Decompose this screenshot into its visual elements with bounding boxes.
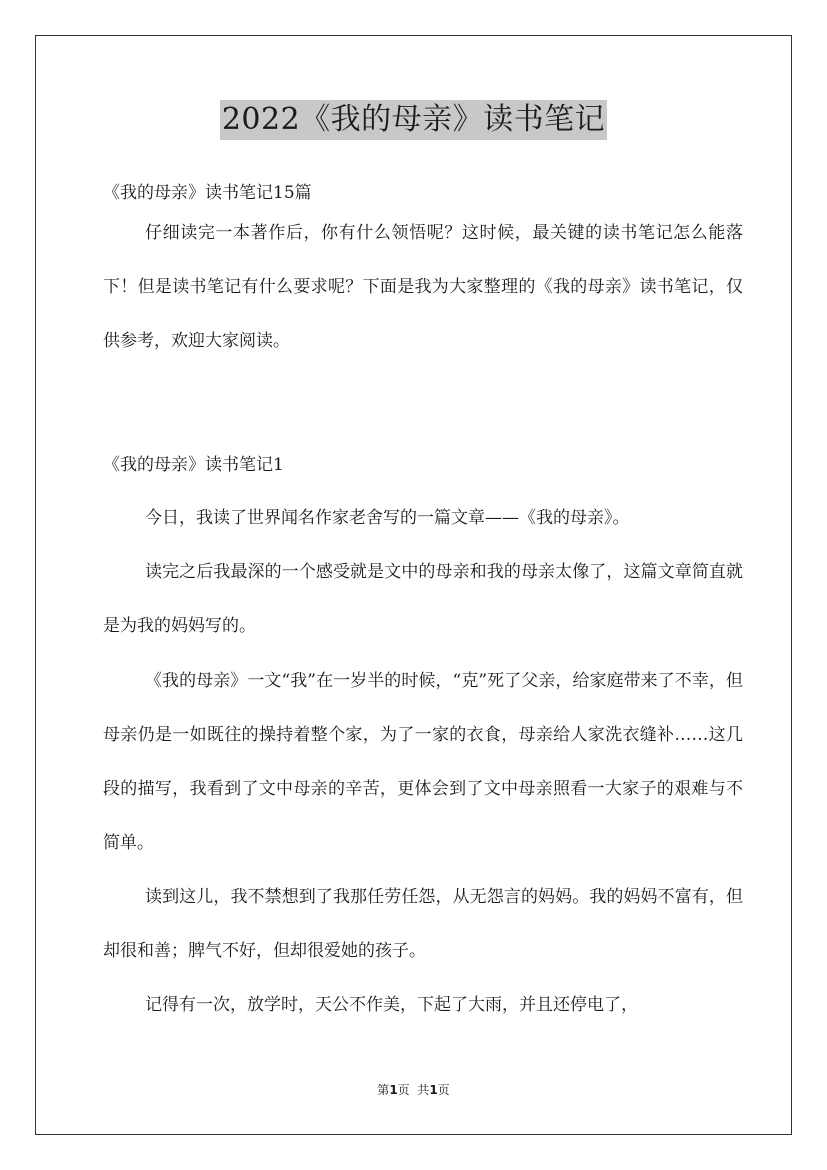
body-paragraph-4: 读到这儿，我不禁想到了我那任劳任怨，从无怨言的妈妈。我的妈妈不富有，但却很和善；脾气不好，但却很爱她的孩子。: [103, 887, 743, 961]
footer-page-current: 1: [389, 1083, 398, 1097]
body-paragraph-3: 《我的母亲》一文“我”在一岁半的时候，“克”死了父亲，给家庭带来了不幸，但母亲仍是一如既往的操持着整个家，为了一家的衣食，母亲给人家洗衣缝补……这几段的描写，我看到了文中母亲的辛苦，更体会到了文中母亲照看一大家子的艰难与不简单。: [103, 671, 743, 853]
intro-paragraph: 仔细读完一本著作后，你有什么领悟呢？这时候，最关键的读书笔记怎么能落下！但是读书笔记有什么要求呢？下面是我为大家整理的《我的母亲》读书笔记，仅供参考，欢迎大家阅读。: [103, 223, 743, 351]
page-footer: [0, 1082, 827, 1098]
body-paragraph-1: 今日，我读了世界闻名作家老舍写的一篇文章——《我的母亲》。: [145, 508, 630, 528]
footer-page-mid: 页 共: [397, 1083, 430, 1097]
document-title: 2022《我的母亲》读书笔记: [220, 100, 607, 140]
footer-page-suffix: 页: [437, 1083, 450, 1097]
title-container: [0, 100, 827, 140]
footer-page-prefix: 第: [377, 1083, 390, 1097]
footer-page-total: 1: [429, 1083, 438, 1097]
body-paragraph-5: 记得有一次，放学时，天公不作美，下起了大雨，并且还停电了，: [145, 995, 638, 1015]
body-paragraph-2: 读完之后我最深的一个感受就是文中的母亲和我的母亲太像了，这篇文章简直就是为我的妈妈写的。: [103, 562, 743, 636]
document-subtitle: 《我的母亲》读书笔记15篇: [103, 183, 312, 203]
section-heading: 《我的母亲》读书笔记1: [103, 455, 284, 475]
